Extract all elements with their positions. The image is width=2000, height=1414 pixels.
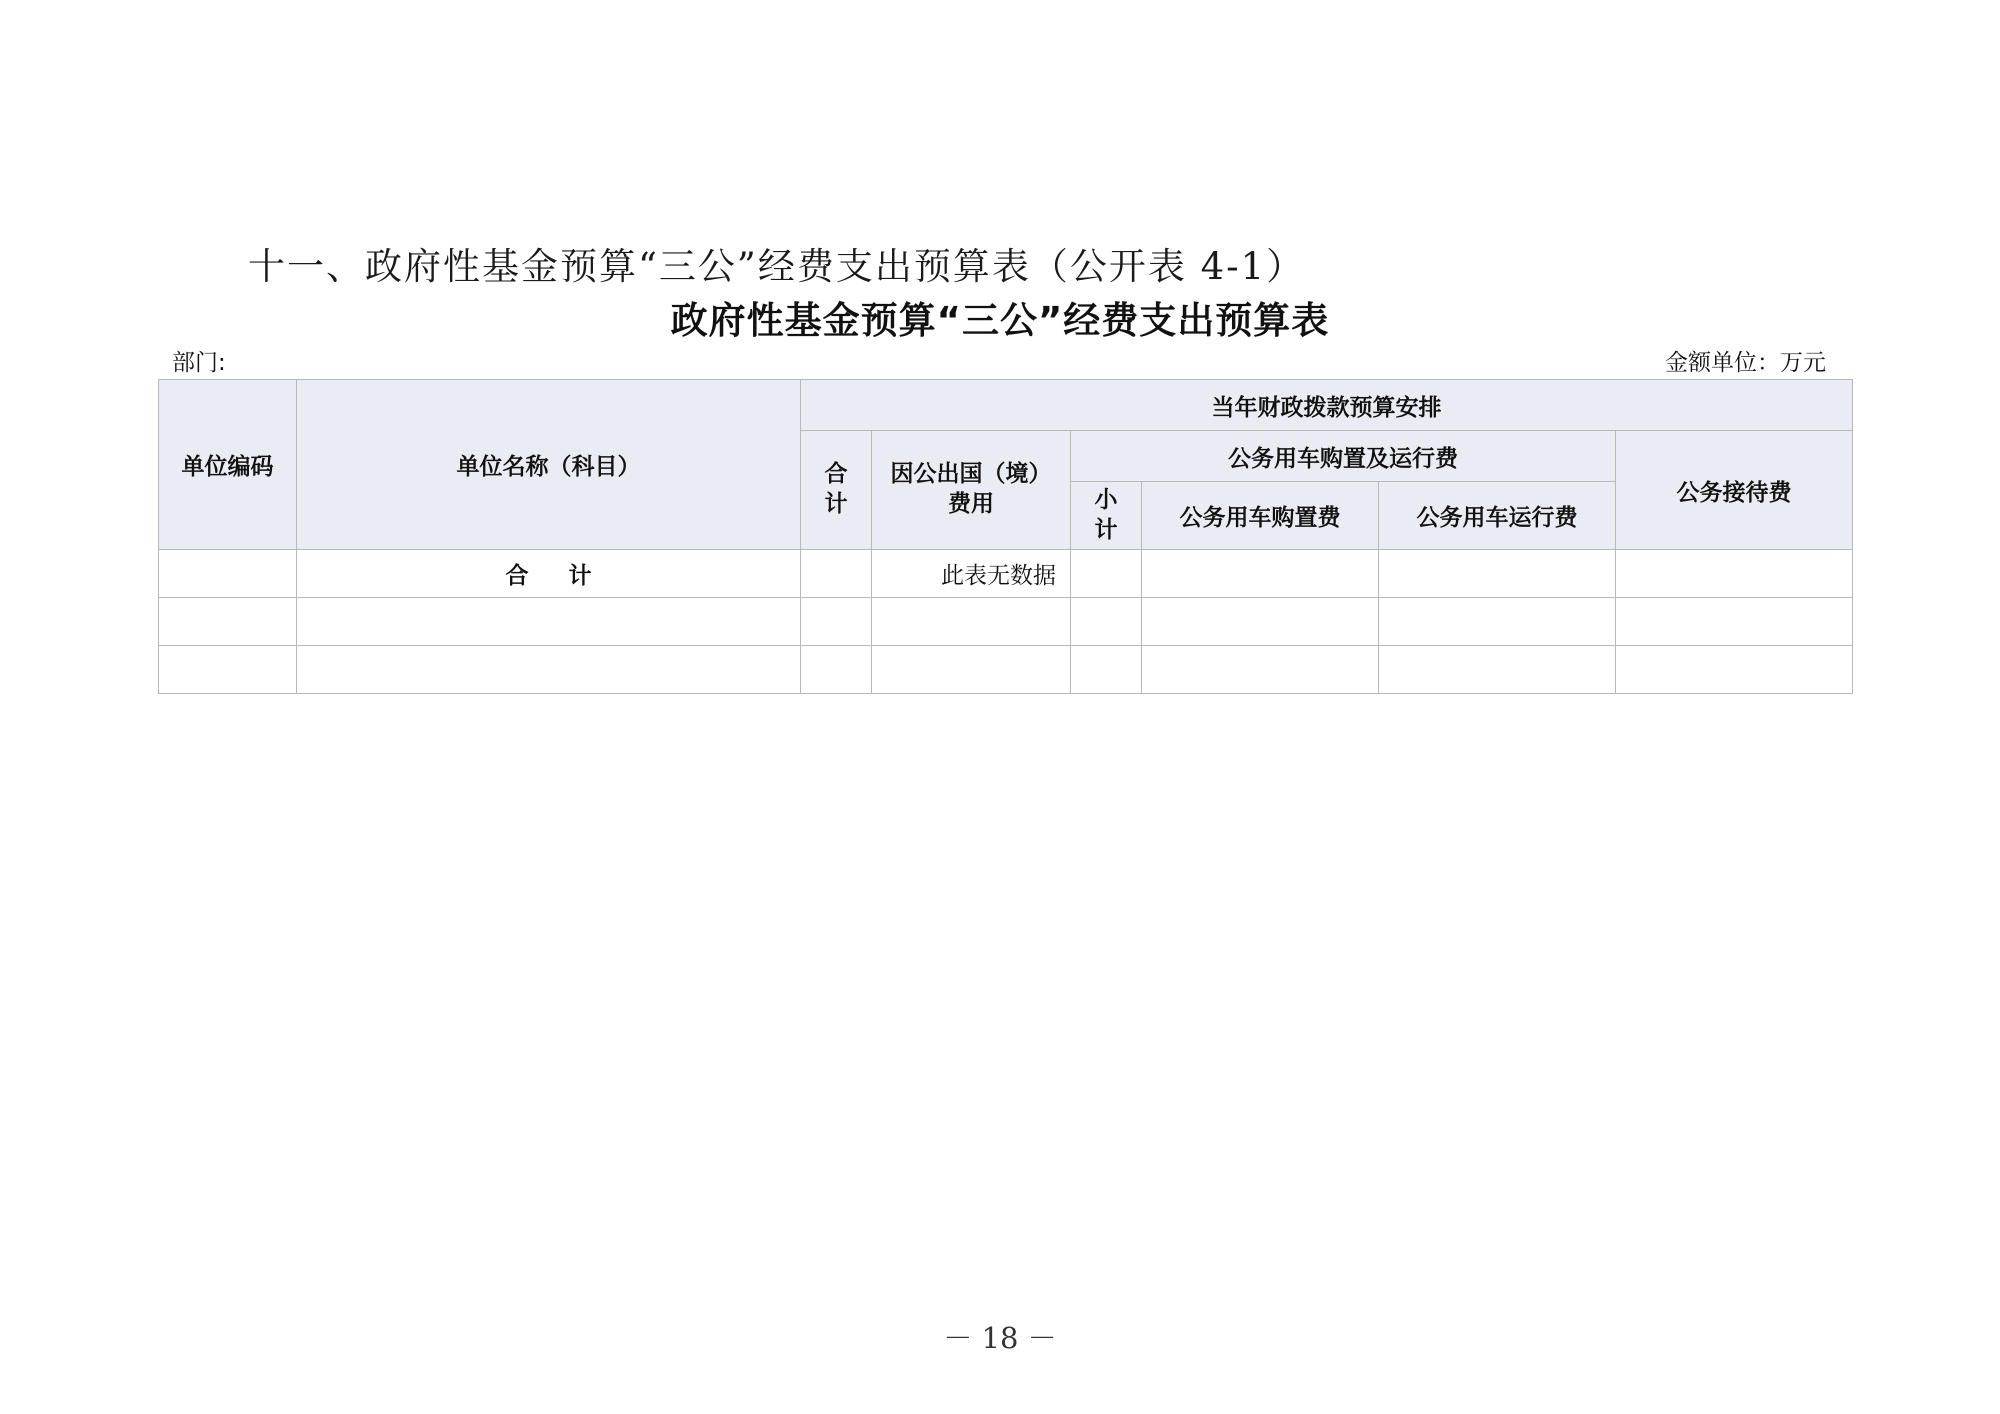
cell-overseas: 此表无数据: [872, 550, 1071, 598]
cell-total: [801, 550, 872, 598]
header-total-line2: 计: [824, 491, 848, 517]
header-subtotal-line2: 计: [1094, 516, 1118, 543]
cell-vehicle-operation: [1379, 598, 1616, 646]
header-overseas-line1: 因公出国（境）: [890, 461, 1052, 488]
section-heading: 十一、政府性基金预算“三公”经费支出预算表（公开表 4-1）: [248, 245, 1306, 288]
header-reception: 公务接待费: [1616, 431, 1853, 550]
header-vehicle-operation: 公务用车运行费: [1379, 482, 1616, 550]
cell-total: [801, 646, 872, 694]
header-overseas-line2: 费用: [948, 491, 994, 517]
cell-vehicle-purchase: [1142, 646, 1379, 694]
cell-vehicle-operation: [1379, 550, 1616, 598]
budget-table: [158, 379, 1853, 694]
cell-unit-name: [297, 598, 801, 646]
cell-overseas: [872, 646, 1071, 694]
cell-total: [801, 598, 872, 646]
header-vehicle-group: 公务用车购置及运行费: [1071, 431, 1616, 482]
header-subtotal-line1: 小: [1094, 486, 1118, 513]
cell-vehicle-purchase: [1142, 550, 1379, 598]
header-total-line1: 合: [824, 461, 848, 488]
cell-subtotal: [1071, 550, 1142, 598]
header-current-year-group: 当年财政拨款预算安排: [801, 380, 1853, 431]
header-vehicle-purchase: 公务用车购置费: [1142, 482, 1379, 550]
cell-subtotal: [1071, 646, 1142, 694]
table-title: 政府性基金预算“三公”经费支出预算表: [670, 299, 1330, 342]
header-unit-code: 单位编码: [159, 380, 297, 550]
department-label: 部门:: [172, 350, 226, 376]
amount-unit-label: 金额单位：万元: [1665, 350, 1826, 376]
cell-reception: [1616, 598, 1853, 646]
cell-overseas: [872, 598, 1071, 646]
table-row: [159, 646, 1853, 694]
table-row: [159, 598, 1853, 646]
cell-unit-code: [159, 646, 297, 694]
cell-unit-code: [159, 550, 297, 598]
header-unit-name: 单位名称（科目）: [297, 380, 801, 550]
header-total: [801, 431, 872, 550]
header-overseas: [872, 431, 1071, 550]
cell-reception: [1616, 550, 1853, 598]
cell-vehicle-purchase: [1142, 598, 1379, 646]
table-row: [159, 550, 1853, 598]
cell-unit-name: [297, 646, 801, 694]
cell-subtotal: [1071, 598, 1142, 646]
cell-unit-name: 合计: [297, 550, 801, 598]
page-number: － 18 －: [943, 1321, 1057, 1355]
header-subtotal: [1071, 482, 1142, 550]
cell-reception: [1616, 646, 1853, 694]
cell-vehicle-operation: [1379, 646, 1616, 694]
cell-unit-code: [159, 598, 297, 646]
